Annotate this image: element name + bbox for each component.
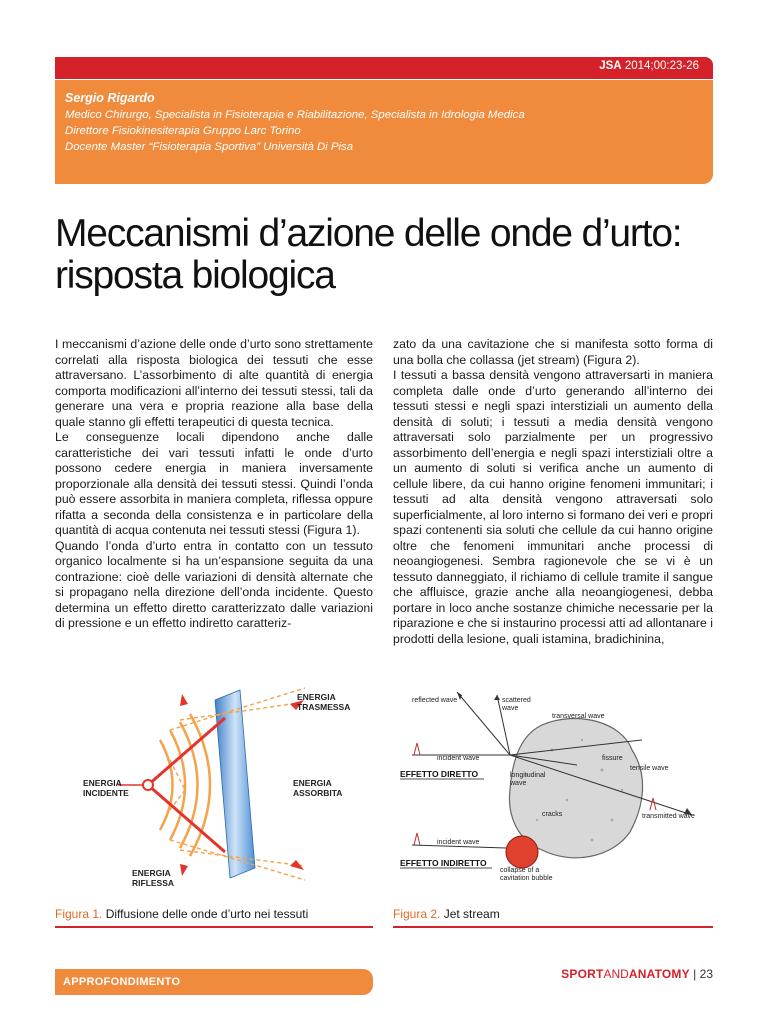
figure-2-caption-label: Figura 2. [393,907,441,921]
label-incident-wave-1: incident wave [437,755,480,762]
footer-separator: | [693,967,697,981]
label-energia-riflessa-1: ENERGIA [132,868,171,878]
author-affiliation-3: Docente Master “Fisioterapia Sportiva” Università Di Pisa [65,141,354,153]
wave-arcs [160,714,210,856]
article-title-line-2: risposta biologica [55,254,335,297]
figure-2-diagram [392,680,717,890]
label-cracks: cracks [542,811,563,818]
figure-1-caption [55,907,308,921]
author-box [55,80,713,184]
label-incident-wave-2: incident wave [437,839,480,846]
label-reflected-wave: reflected wave [412,697,458,704]
paragraph: I meccanismi d’azione delle onde d’urto sono strettamente correlati alla risposta biologica dei tessuti che esse attraversano. L’assorbimento di alte quantità di energia comporta modificazioni all’interno dei tessuti stessi, tali da generare una vera e propria reazione alla base della quale stanno gli effetti terapeutici di questa tecnica. [55,337,373,429]
figure-2-caption-text: Jet stream [443,907,500,921]
paragraph: Quando l’onda d’urto entra in contatto con un tessuto organico localmente si ha un’espansione seguita da una contrazione: cioè delle variazioni di densità alternate che si propagano nella direzione dell’onda incidente. Questo determina un effetto diretto caratterizzato dalle variazioni di pressione e un effetto indiretto caratteriz- [55,538,373,630]
author-affiliation-2: Direttore Fisiokinesiterapia Gruppo Larc Torino [65,125,301,137]
label-effetto-indiretto: EFFETTO INDIRETTO [400,858,487,868]
section-label: APPROFONDIMENTO [63,976,181,988]
journal-citation: 2014;00:23-26 [624,60,699,72]
page-footer [561,967,713,981]
article-title-line-1: Meccanismi d’azione delle onde d’urto: [55,212,682,255]
label-longitudinal-1: longitudinal [510,772,546,779]
journal-reference [599,60,699,72]
label-transversal-wave: transversal wave [552,713,605,720]
label-energia-trasmessa-1: ENERGIA [297,692,336,702]
label-energia-incidente-2: INCIDENTE [83,788,129,798]
cavitation-bubble [506,836,538,868]
label-collapse-1: collapse of a [500,867,540,874]
figure-1-caption-label: Figura 1. [55,907,103,921]
body-column-right [393,337,713,647]
brand-and: AND [603,967,629,981]
label-energia-trasmessa-2: TRASMESSA [297,702,351,712]
figure-1-caption-text: Diffusione delle onde d’urto nei tessuti [105,907,309,921]
figure-2-divider [393,926,713,928]
label-scattered-1: scattered [502,697,531,704]
paragraph: Le conseguenze locali dipendono anche dalle caratteristiche dei vari tessuti infatti le onde d’urto possono cedere energia in maniera inversamente proporzionale alla densità dei tessuti stessi. Quindi l’onda può essere assorbita in maniera completa, riflessa oppure rifatta a seconda della consistenza e in particolare della quantità di acqua contenuta nei tessuti stessi (Figura 1). [55,430,373,537]
label-energia-riflessa-2: RIFLESSA [132,878,175,888]
body-column-left [55,337,373,632]
brand-sport: SPORT [561,967,604,981]
brand-anatomy: ANATOMY [628,967,690,981]
author-affiliation-1: Medico Chirurgo, Specialista in Fisioterapia e Riabilitazione, Specialista in Idrologia Medica [65,109,525,121]
label-energia-assorbita-2: ASSORBITA [293,788,343,798]
label-longitudinal-2: wave [510,780,527,787]
paragraph: zato da una cavitazione che si manifesta sotto forma di una bolla che collassa (jet stream) (Figura 2). [393,337,713,367]
label-tensile-wave: tensile wave [630,765,669,772]
section-footer-bar [55,969,373,995]
label-energia-assorbita-1: ENERGIA [293,778,332,788]
figure-1-diagram [60,680,380,890]
journal-header-bar [55,57,713,79]
label-scattered-2: wave [502,705,519,712]
journal-abbrev: JSA [599,60,622,72]
label-collapse-2: cavitation bubble [500,875,553,882]
tissue-blob [509,718,642,857]
figure-2-caption [393,907,500,921]
label-fissure: fissure [602,755,623,762]
source-point [143,780,153,790]
author-name: Sergio Rigardo [65,91,155,105]
paragraph: I tessuti a bassa densità vengono attraversarti in maniera completa dalle onde d’urto generando all’interno dei tessuti stessi e negli spazi interstiziali un aumento della densità di soluti; i tessuti a media densità vengono attraversati solo parzialmente per un progressivo assorbimento dell’energia e negli spazi interstiziali oltre a un aumento di soluti si verifica anche un aumento di cellule libere, da cui hanno origine fenomeni immunitari; i tessuti ad alta densità vengono attraversati solo superficialmente, al loro interno si formano dei veri e propri spazi contenenti sia soluti che cellule da cui hanno origine oltre che fenomeni immunitari anche processi di neoangiogenesi. Sembra ragionevole che se vi è un tessuto danneggiato, il richiamo di cellule tramite il sangue che affluisce, grazie anche alla neoangiogenesi, debba portare in loco anche sostanze chimiche necessarie per la riparazione e che si instaurino processi atti ad allontanare i prodotti della lesione, quali istamina, bradichinina, [393,368,713,646]
label-energia-incidente-1: ENERGIA [83,778,122,788]
article-title [55,213,755,297]
figure-1-divider [55,926,373,928]
label-effetto-diretto: EFFETTO DIRETTO [400,769,479,779]
page-number: 23 [699,967,713,981]
label-underlines [400,779,492,868]
label-transmitted-wave: transmitted wave [642,813,695,820]
